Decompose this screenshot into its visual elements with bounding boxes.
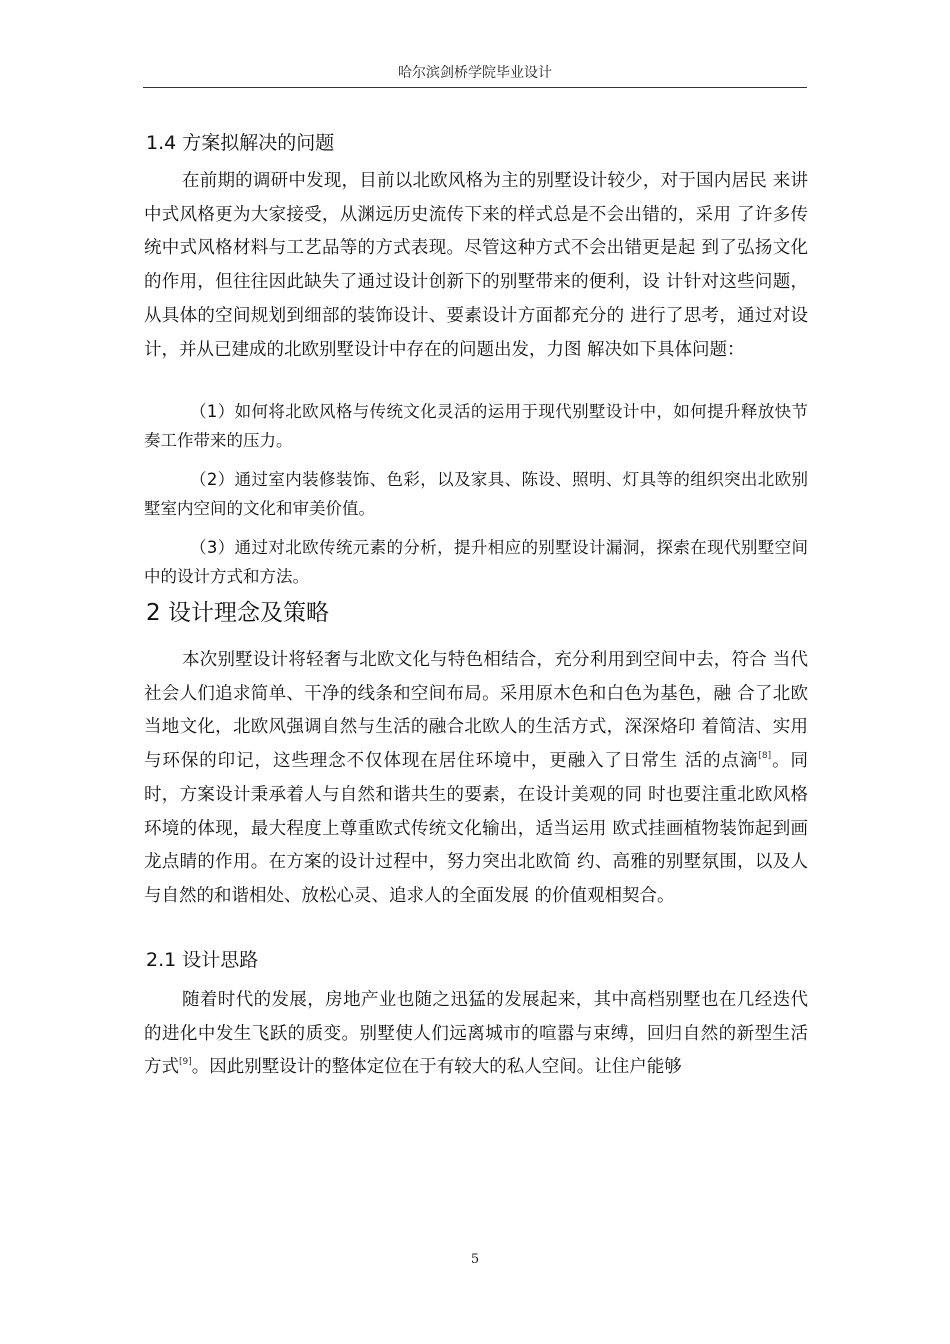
paragraph-2-1-text-a: 随着时代的发展，房地产业也随之迅猛的发展起来，其中高档别墅也在几经迭代的进化中发生飞跃的质变。别墅使人们远离城市的喧嚣与束缚，回归自然的新型生活方式 (144, 990, 808, 1078)
list-item-1: （1）如何将北欧风格与传统文化灵活的运用于现代别墅设计中，如何提升释放快节奏工作带来的压力。 (144, 402, 808, 450)
paragraph-1-4-intro: 在前期的调研中发现，目前以北欧风格为主的别墅设计较少，对于国内居民 来讲中式风格更为大家接受，从渊远历史流传下来的样式总是不会出错的，采用 了许多传统中式风格材料与工艺品等的方式表现。尽管这种方式不会出错更是起 到了弘扬文化的作用，但往往因此缺失了通过设计创新下的别墅带来的便利，设 计针对这些问题，从具体的空间规划到细部的装饰设计、要素设计方面都充分的 进行了思考，通过对设计，并从已建成的北欧别墅设计中存在的问题出发，力图 解决如下具体问题： (144, 171, 808, 360)
running-header: 哈尔滨剑桥学院毕业设计 (398, 65, 552, 81)
list-item-2: （2）通过室内装修装饰、色彩，以及家具、陈设、照明、灯具等的组织突出北欧别墅室内空间的文化和审美价值。 (144, 470, 808, 518)
paragraph-2-body (144, 644, 808, 914)
citation-9: [9] (179, 1057, 192, 1068)
paragraph-2-1-text-b: 。因此别墅设计的整体定位在于有较大的私人空间。让住户能够 (191, 1057, 682, 1078)
page-number: 5 (470, 1252, 480, 1267)
paragraph-2-1-body (144, 984, 808, 1085)
paragraph-2-text-a: 本次别墅设计将轻奢与北欧文化与特色相结合，充分利用到空间中去，符合 当代社会人们追求简单、干净的线条和空间布局。采用原木色和白色为基色，融 合了北欧当地文化，北欧风强调自然与生活的融合北欧人的生活方式，深深烙印 着简洁、实用与环保的印记，这些理念不仅体现在居住环境中，更融入了日常生 活的点滴 (144, 650, 808, 772)
paragraph-2-text-b: 。同时，方案设计秉承着人与自然和谐共生的要素，在设计美观的同 时也要注重北欧风格环境的体现，最大程度上尊重欧式传统文化输出，适当运用 欧式挂画植物装饰起到画龙点睛的作用。在方案的设计过程中，努力突出北欧简 约、高雅的别墅氛围，以及人与自然的和谐相处、放松心灵、追求人的全面发展 的价值观相契合。 (144, 751, 808, 906)
section-heading-1-4: 1.4 方案拟解决的问题 (146, 132, 335, 154)
citation-8: [8] (758, 751, 772, 762)
list-item-3: （3）通过对北欧传统元素的分析，提升相应的别墅设计漏洞，探索在现代别墅空间中的设计方式和方法。 (144, 538, 808, 586)
section-heading-2: 2 设计理念及策略 (146, 600, 329, 626)
section-heading-2-1: 2.1 设计思路 (146, 949, 259, 971)
header-rule (143, 87, 807, 88)
